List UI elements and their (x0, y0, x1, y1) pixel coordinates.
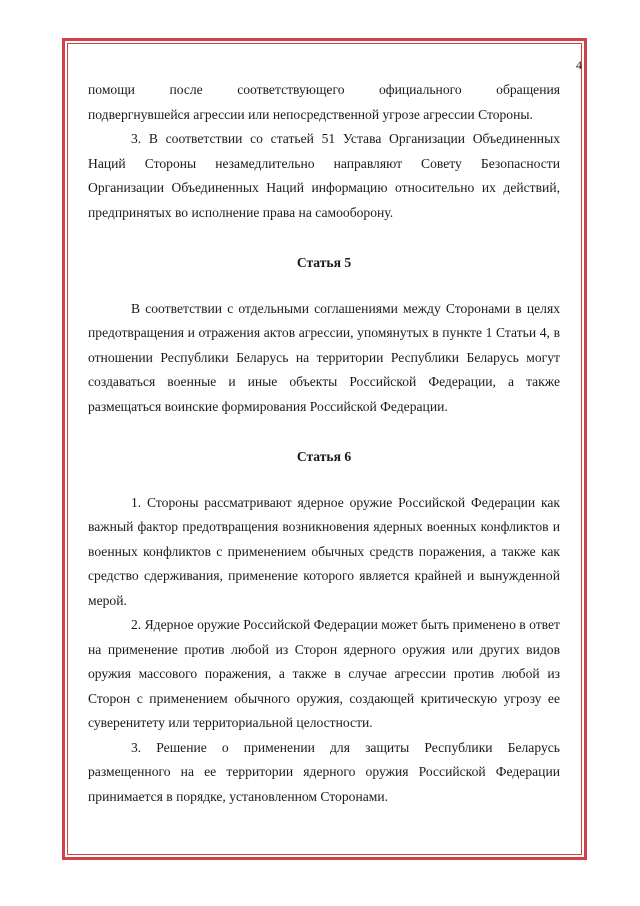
article-5-heading: Статья 5 (296, 255, 352, 270)
document-body (88, 78, 560, 809)
continued-paragraph-line-2: подвергнувшейся агрессии или непосредственной угрозе агрессии Стороны. (88, 106, 533, 122)
article-5-text: В соответствии с отдельными соглашениями между Сторонами в целях предотвращения и отражения актов агрессии, упомянутых в пункте 1 Статьи 4, в отношении Республики Беларусь на территории Республики Беларусь могут создаваться военные и иные объекты Российской Федерации, а также размещаться воинские формирования Российской Федерации. (88, 300, 560, 414)
article-4-clause-3: 3. В соответствии со статьей 51 Устава Организации Объединенных Наций Стороны незамедлительно направляют Совету Безопасности Организации Объединенных Наций информацию относительно их действий, предпринятых во исполнение права на самооборону. (88, 131, 560, 220)
article-6-clause-3: 3. Решение о применении для защиты Республики Беларусь размещенного на ее территории ядерного оружия Российской Федерации принимается в порядке, установленном Сторонами. (88, 739, 560, 804)
page-number: 4 (576, 58, 582, 72)
article-6-clause-2: 2. Ядерное оружие Российской Федерации может быть применено в ответ на применение против любой из Сторон ядерного оружия или других видов оружия массового поражения, а также в случае агрессии против любой из Сторон с применением обычного оружия, создающей критическую угрозу ее суверенитету или территориальной целостности. (88, 617, 560, 730)
continued-paragraph-line-1: помощи после соответствующего официального обращения (88, 82, 560, 97)
article-6-heading: Статья 6 (296, 449, 352, 464)
article-6-clause-1: 1. Стороны рассматривают ядерное оружие Российской Федерации как важный фактор предотвращения возникновения ядерных военных конфликтов и военных конфликтов с применением обычных средств поражения, а также как средство сдерживания, применение которого является крайней и вынужденной мерой. (88, 494, 560, 608)
